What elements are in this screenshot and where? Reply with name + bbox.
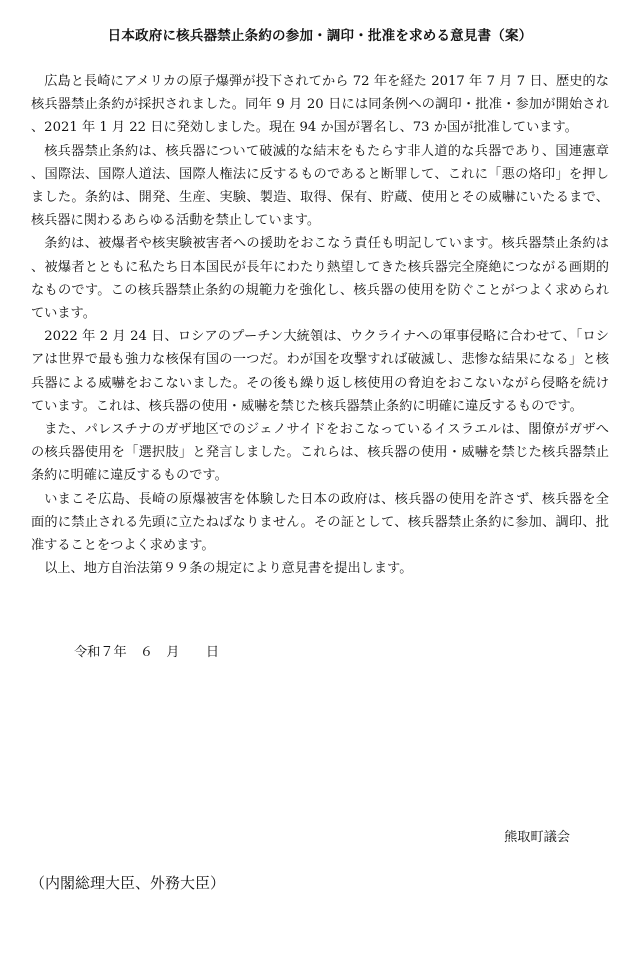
document-body [31, 70, 609, 580]
document-date: 令和７年 ６ 月 日 [74, 645, 220, 660]
sender-name: 熊取町議会 [504, 830, 570, 845]
recipient-list: （内閣総理大臣、外務大臣） [30, 874, 226, 892]
paragraph-russia-threat: 2022 年 2 月 24 日、ロシアのプーチン大統領は、ウクライナへの軍事侵略に合わせて、「ロシアは世界で最も強力な核保有国の一つだ。わが国を攻撃すれば破滅し、悲惨な結果になる」と核兵器による威嚇をおこないました。その後も繰り返し核使用の脅迫をおこないながら侵略を続けています。これは、核兵器の使用・威嚇を禁じた核兵器禁止条約に明確に違反するものです。 [31, 329, 609, 414]
paragraph-japan-request: いまこそ広島、長崎の原爆被害を体験した日本の政府は、核兵器の使用を許さず、核兵器を全面的に禁止される先頭に立たねばなりません。その証として、核兵器禁止条約に参加、調印、批准することをつよく求めます。 [31, 491, 609, 554]
paragraph-victim-assistance: 条約は、被爆者や核実験被害者への援助をおこなう責任も明記しています。核兵器禁止条約は、被爆者とともに私たち日本国民が長年にわたり熱望してきた核兵器完全廃絶につながる画期的なものです。この核兵器禁止条約の規範力を強化し、核兵器の使用を防ぐことがつよく求められています。 [31, 236, 609, 322]
paragraph-submission: 以上、地方自治法第９９条の規定により意見書を提出します。 [44, 561, 413, 577]
paragraph-treaty-content: 核兵器禁止条約は、核兵器について破滅的な結末をもたらす非人道的な兵器であり、国連憲章、国際法、国際人道法、国際人権法に反するものであると断罪して、これに「悪の烙印」を押しました。条約は、開発、生産、実験、製造、取得、保有、貯蔵、使用とその威嚇にいたるまで、核兵器に関わるあらゆる活動を禁止しています。 [31, 143, 609, 229]
paragraph-israel-statement: また、パレスチナのガザ地区でのジェノサイドをおこなっているイスラエルは、閣僚がガザへの核兵器使用を「選択肢」と発言しました。これらは、核兵器の使用・威嚇を禁じた核兵器禁止条約に明確に違反するものです。 [31, 422, 609, 484]
document-title: 日本政府に核兵器禁止条約の参加・調印・批准を求める意見書（案） [107, 28, 533, 44]
paragraph-treaty-adoption: 広島と長崎にアメリカの原子爆弾が投下されてから 72 年を経た 2017 年 7 月 7 日、歴史的な核兵器禁止条約が採択されました。同年 9 月 20 日には同条例への調印・批准・参加が開始され、2021 年 1 月 22 日に発効しました。現在 94 か国が署名し、73 か国が批准しています。 [31, 74, 609, 136]
